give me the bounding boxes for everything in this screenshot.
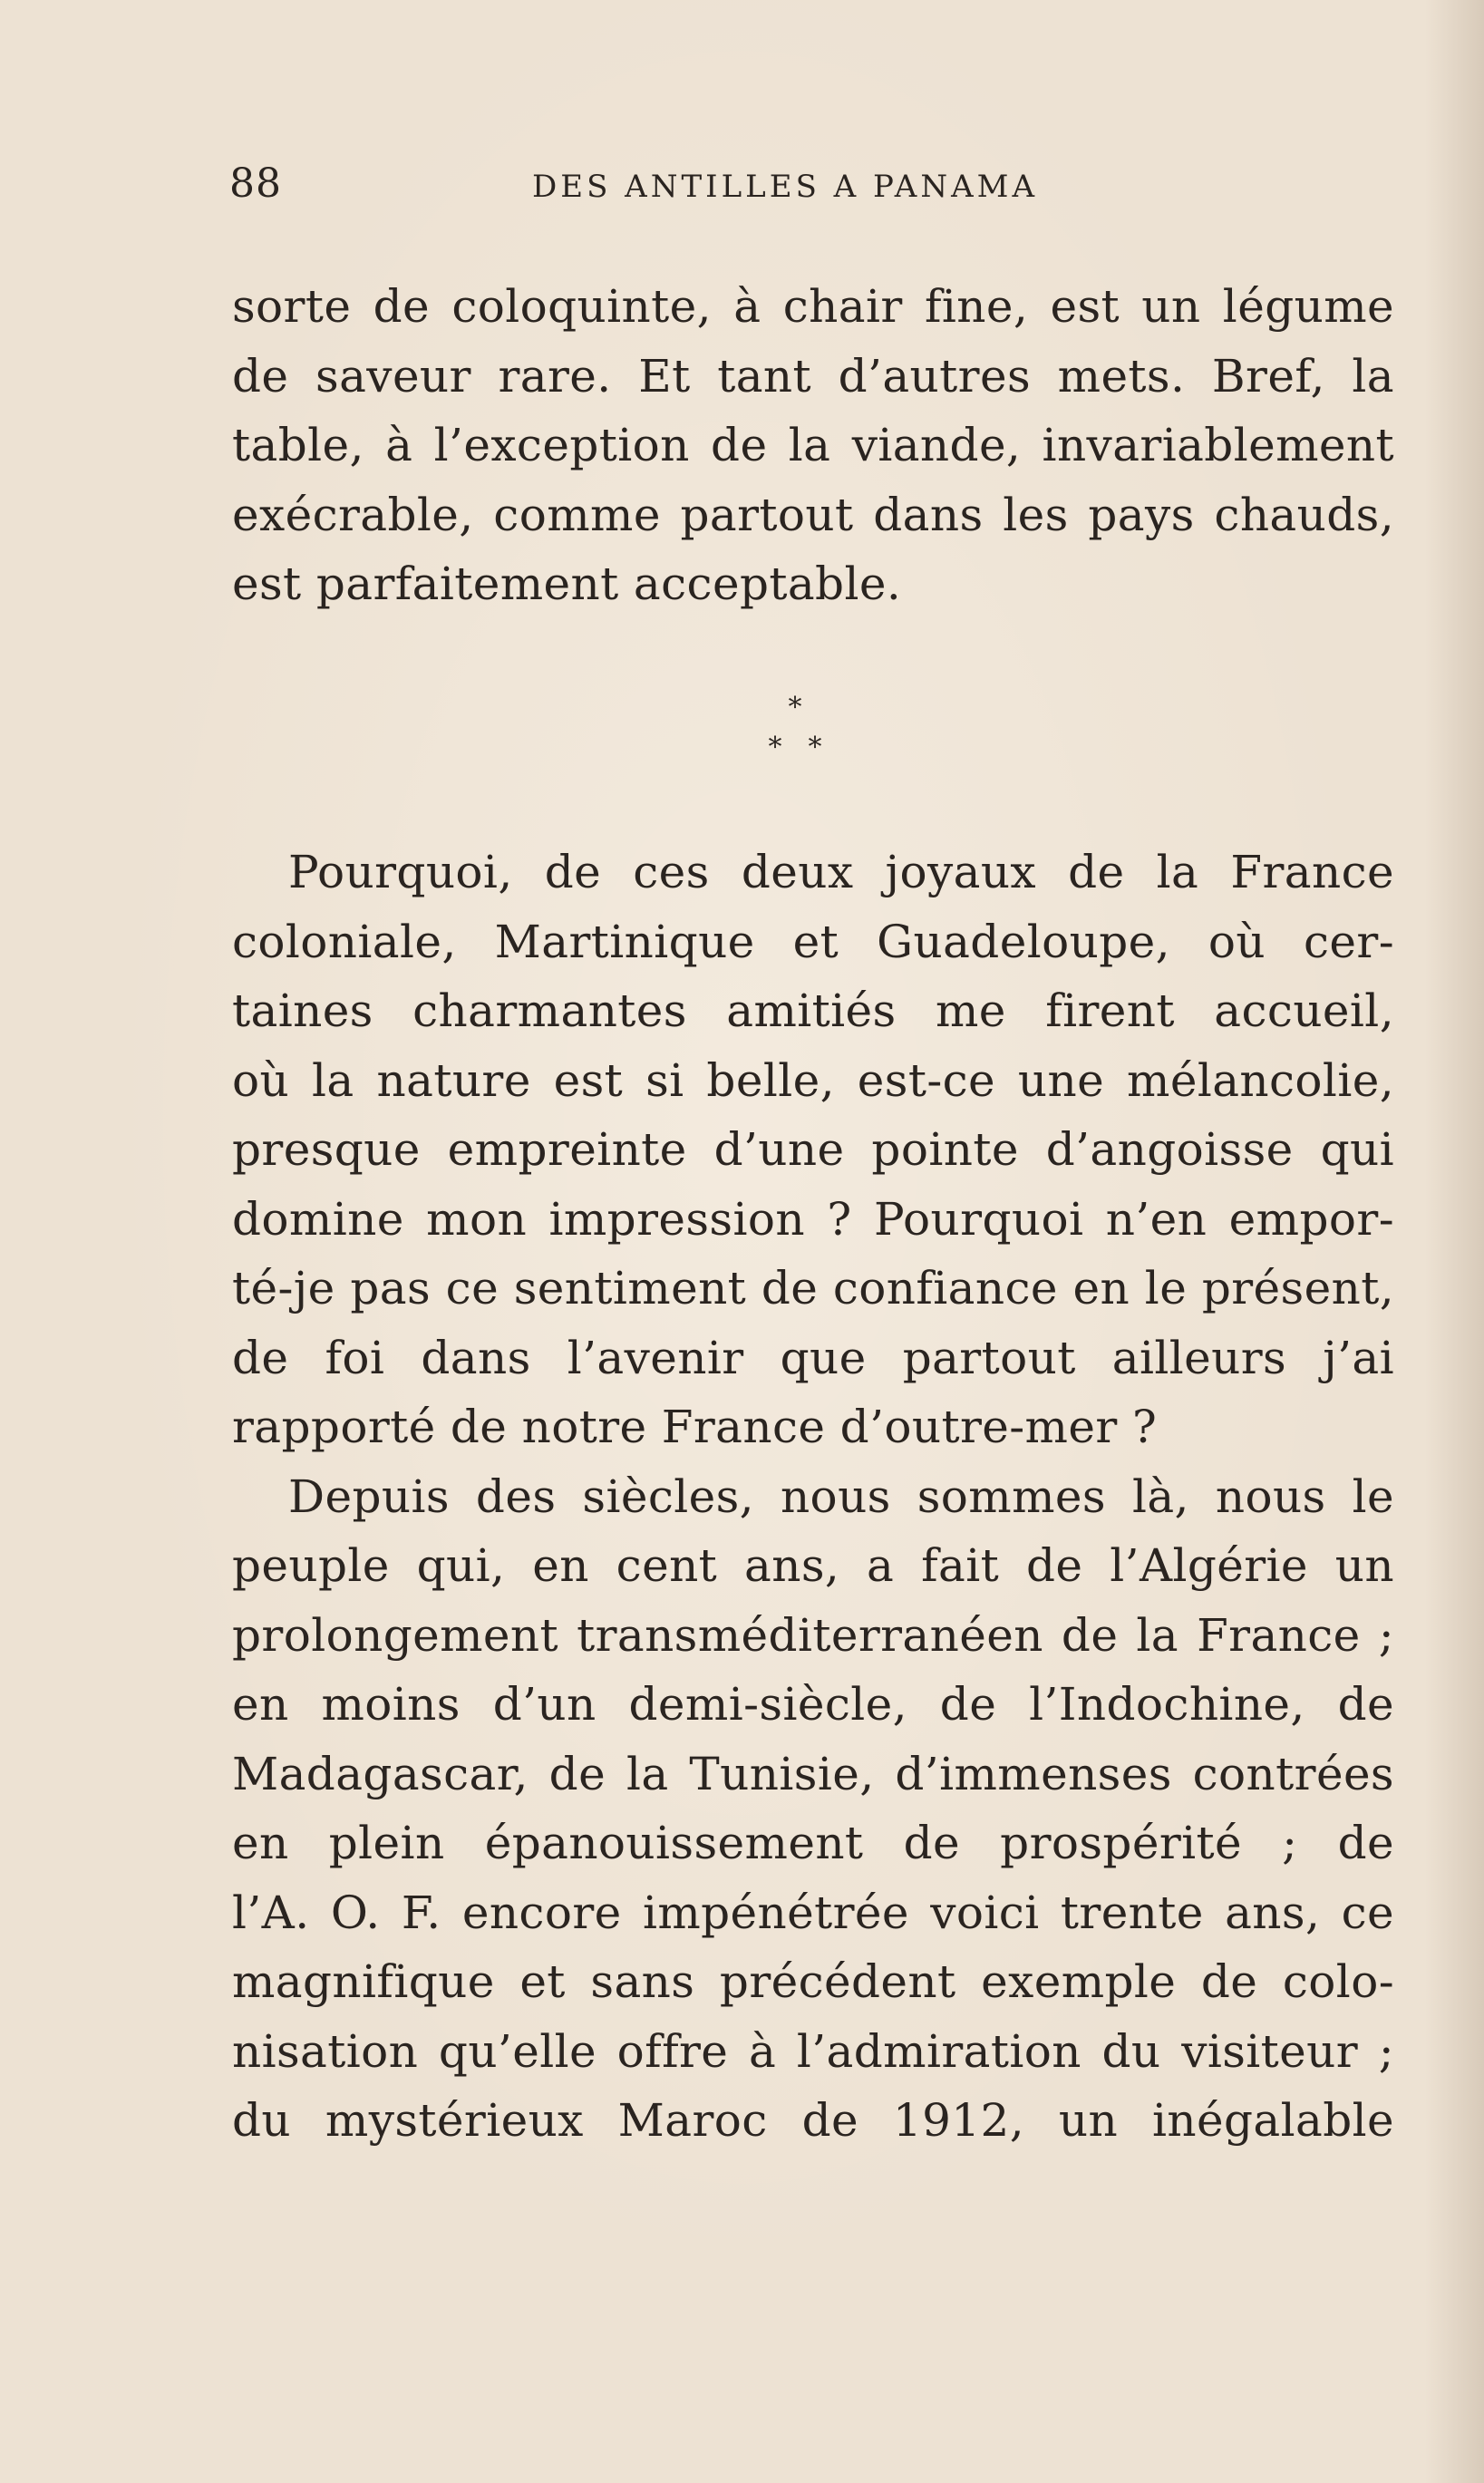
text-line: de foi dans l’avenir que partout ailleurs j’ai xyxy=(232,1331,1394,1384)
page-number: 88 xyxy=(229,160,282,207)
text-line: Madagascar, de la Tunisie, d’immenses contrées xyxy=(232,1747,1394,1800)
text-line: coloniale, Martinique et Guadeloupe, où cer- xyxy=(232,915,1394,968)
asterism-star: * xyxy=(768,732,782,763)
text-line: magnifique et sans précédent exemple de colo- xyxy=(232,1955,1394,2008)
text-line: exécrable, comme partout dans les pays chauds, xyxy=(232,488,1394,541)
text-line: taines charmantes amitiés me firent accueil, xyxy=(232,984,1394,1037)
text-line: nisation qu’elle offre à l’admiration du visiteur ; xyxy=(232,2024,1394,2078)
asterism-star: * xyxy=(808,732,822,763)
text-line: rapporté de notre France d’outre-mer ? xyxy=(232,1401,1158,1453)
asterism-star: * xyxy=(788,692,802,723)
text-line: du mystérieux Maroc de 1912, un inégalable xyxy=(232,2094,1394,2147)
text-line: en moins d’un demi-siècle, de l’Indochine, de xyxy=(232,1678,1394,1731)
text-line: presque empreinte d’une pointe d’angoisse qui xyxy=(232,1123,1394,1176)
text-line: té-je pas ce sentiment de confiance en le présent, xyxy=(232,1262,1394,1314)
text-line: en plein épanouissement de prospérité ; de xyxy=(232,1817,1394,1869)
paragraph-1 xyxy=(232,272,1394,619)
text-line: sorte de coloquinte, à chair fine, est un légume xyxy=(232,280,1394,333)
text-line: l’A. O. F. encore impénétrée voici trente ans, ce xyxy=(232,1886,1394,1939)
text-line: est parfaitement acceptable. xyxy=(232,558,902,610)
text-line: domine mon impression ? Pourquoi n’en empor- xyxy=(232,1192,1394,1246)
text-line: prolongement transméditerranéen de la France ; xyxy=(232,1608,1394,1662)
text-line: Depuis des siècles, nous sommes là, nous le xyxy=(288,1469,1394,1523)
text-line: table, à l’exception de la viande, invariablement xyxy=(232,419,1394,471)
page-header xyxy=(229,161,1390,207)
text-line: Pourquoi, de ces deux joyaux de la France xyxy=(288,846,1394,898)
text-line: peuple qui, en cent ans, a fait de l’Algérie un xyxy=(232,1539,1394,1592)
text-line: de saveur rare. Et tant d’autres mets. Bref, la xyxy=(232,349,1394,403)
running-title: DES ANTILLES A PANAMA xyxy=(532,169,1039,205)
paragraph-2 xyxy=(232,838,1394,2156)
text-line: où la nature est si belle, est-ce une mélancolie, xyxy=(232,1053,1394,1107)
section-break-asterism xyxy=(761,682,852,772)
